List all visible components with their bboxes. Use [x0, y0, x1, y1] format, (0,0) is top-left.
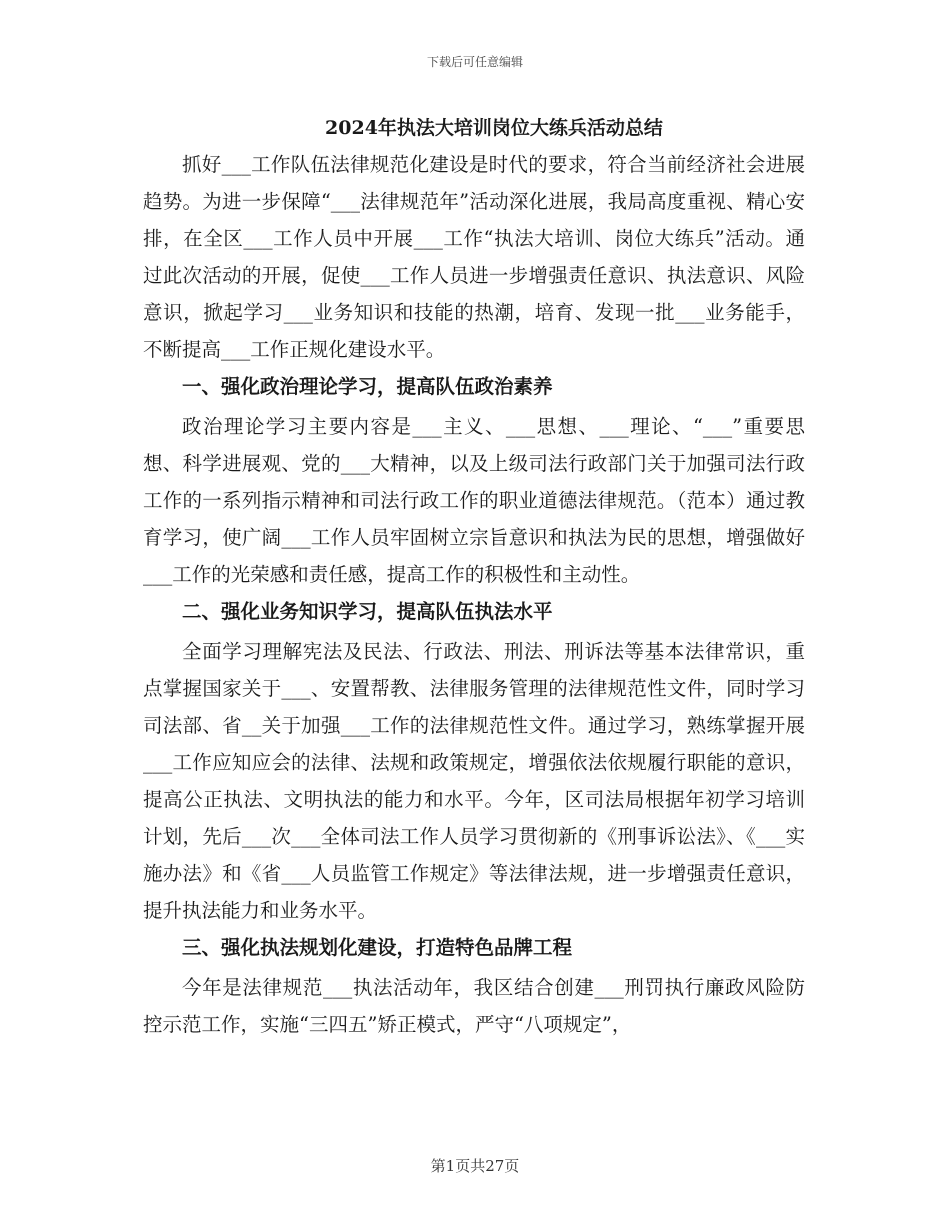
section-heading-3: 三、强化执法规划化建设，打造特色品牌工程 [182, 936, 573, 959]
document-title: 2024年执法大培训岗位大练兵活动总结 [325, 117, 663, 139]
page-footer: 第1页共27页 [430, 1157, 520, 1175]
intro-paragraph: 抓好___工作队伍法律规范化建设是时代的要求，符合当前经济社会进展趋势。为进一步保障“___法律规范年”活动深化进展，我局高度重视、精心安排，在全区___工作人员中开展___工作“执法大培训、岗位大练兵”活动。通过此次活动的开展，促使___工作人员进一步增强责任意识、执法意识、风险意识，掀起学习___业务知识和技能的热潮，培育、发现一批___业务能手，不断提高___工作正规化建设水平。 [143, 153, 805, 361]
section-body-1: 政治理论学习主要内容是___主义、___思想、___理论、“___”重要思想、科学进展观、党的___大精神，以及上级司法行政部门关于加强司法行政工作的一系列指示精神和司法行政工作的职业道德法律规范。（范本）通过教育学习，使广阔___工作人员牢固树立宗旨意识和执法为民的思想，增强做好___工作的光荣感和责任感，提高工作的积极性和主动性。 [143, 415, 805, 586]
section-heading-1: 一、强化政治理论学习，提高队伍政治素养 [182, 375, 553, 398]
section-body-3: 今年是法律规范___执法活动年，我区结合创建___刑罚执行廉政风险防控示范工作，实施“三四五”矫正模式，严守“八项规定”， [143, 976, 805, 1036]
header-note: 下载后可任意编辑 [426, 55, 523, 69]
document-content [143, 110, 805, 1043]
section-body-2: 全面学习理解宪法及民法、行政法、刑法、刑诉法等基本法律常识，重点掌握国家关于___、安置帮教、法律服务管理的法律规范性文件，同时学习司法部、省__关于加强___工作的法律规范性文件。通过学习，熟练掌握开展___工作应知应会的法律、法规和政策规定，增强依法依规履行职能的意识，提高公正执法、文明执法的能力和水平。今年，区司法局根据年初学习培训计划，先后___次___全体司法工作人员学习贯彻新的《刑事诉讼法》、《___实施办法》和《省___人员监管工作规定》等法律法规，进一步增强责任意识，提升执法能力和业务水平。 [143, 640, 805, 922]
section-heading-2: 二、强化业务知识学习，提高队伍执法水平 [182, 600, 553, 623]
